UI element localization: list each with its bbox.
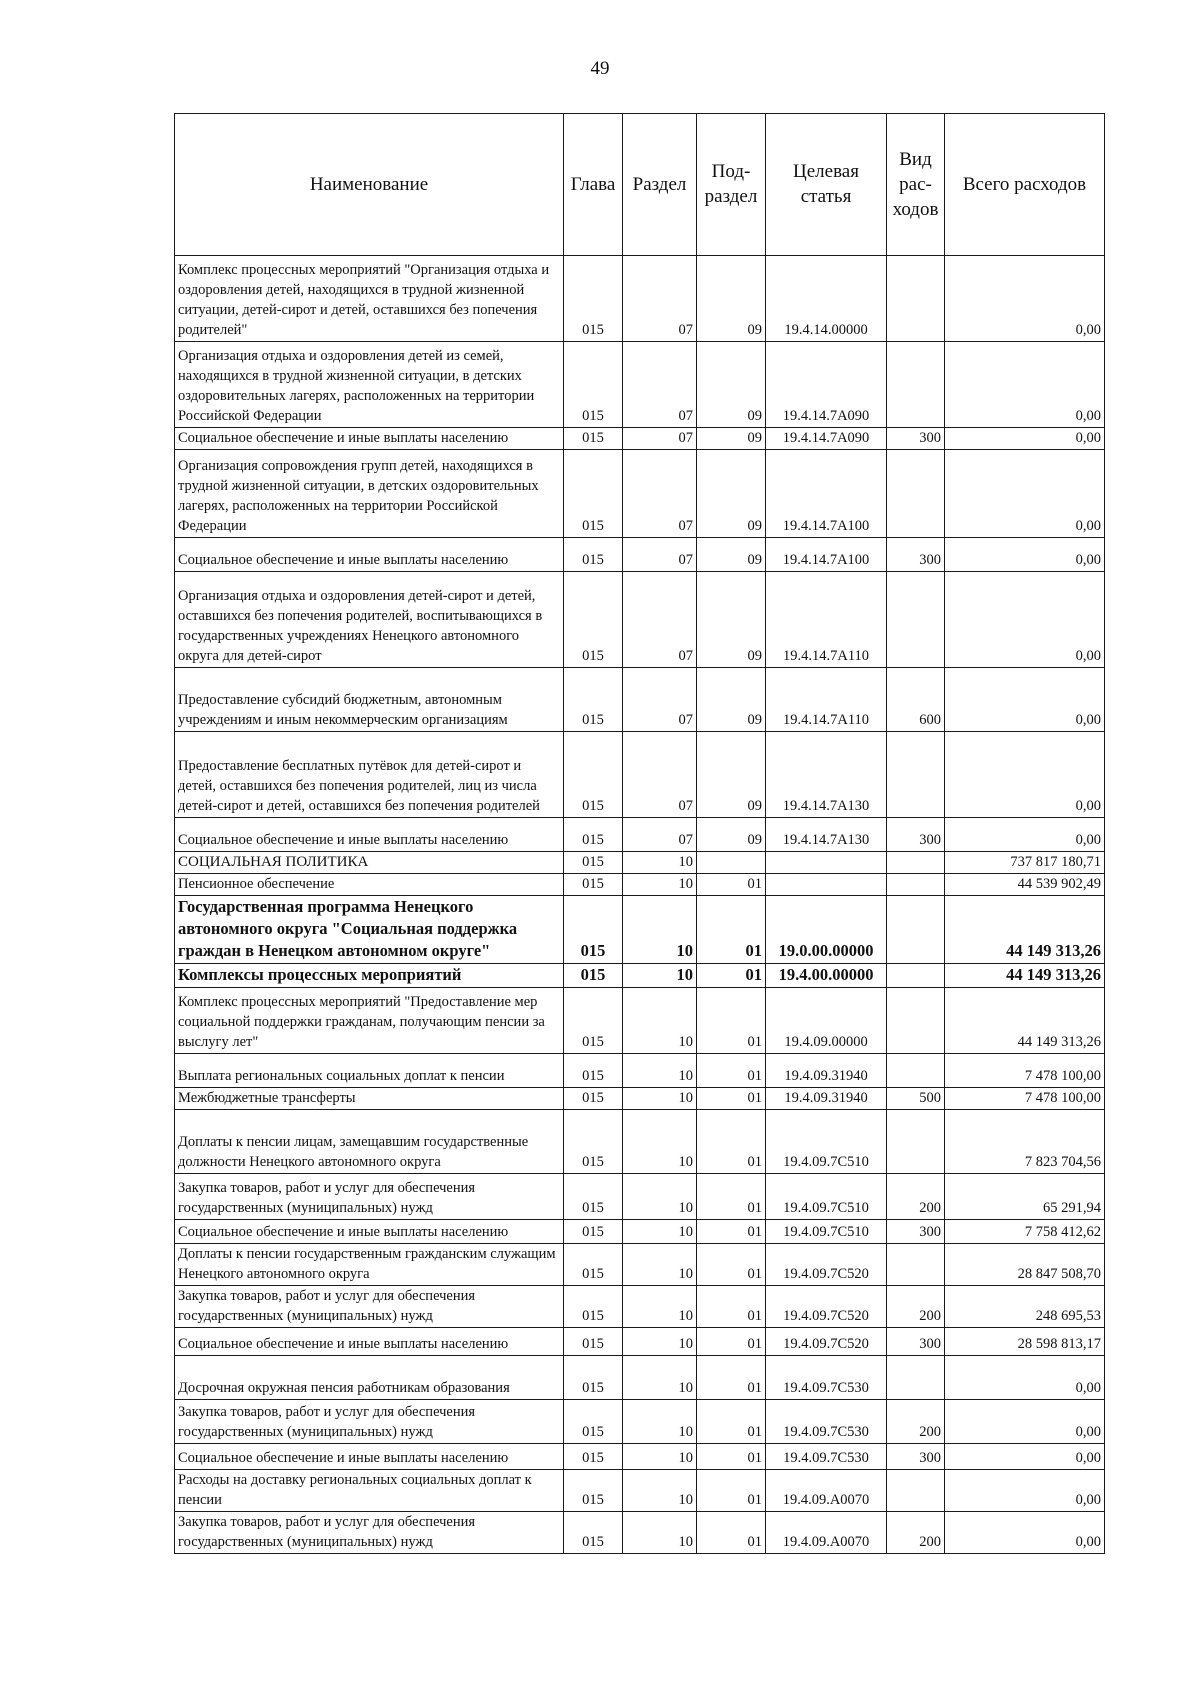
row-section: 10: [623, 1328, 697, 1356]
row-subsection: 09: [697, 818, 766, 852]
row-chapter: 015: [564, 1244, 623, 1286]
row-expense-type: [887, 256, 945, 342]
table-row: [175, 1088, 1105, 1110]
table-row: [175, 1470, 1105, 1512]
row-section: 10: [623, 1444, 697, 1470]
row-subsection: 09: [697, 668, 766, 732]
row-name: Социальное обеспечение и иные выплаты населению: [175, 428, 564, 450]
row-chapter: 015: [564, 988, 623, 1054]
row-name: Социальное обеспечение и иные выплаты населению: [175, 1444, 564, 1470]
row-name: Социальное обеспечение и иные выплаты населению: [175, 538, 564, 572]
row-chapter: 015: [564, 572, 623, 668]
row-name: СОЦИАЛЬНАЯ ПОЛИТИКА: [175, 852, 564, 874]
row-total: 248 695,53: [945, 1286, 1105, 1328]
row-section: 07: [623, 342, 697, 428]
row-target: 19.4.00.00000: [766, 964, 887, 988]
row-name: Комплекс процессных мероприятий "Предоставление мер социальной поддержки гражданам, получающим пенсии за выслугу лет": [175, 988, 564, 1054]
row-target: 19.4.09.7С510: [766, 1110, 887, 1174]
row-subsection: 01: [697, 896, 766, 964]
row-subsection: 09: [697, 428, 766, 450]
table-row: [175, 450, 1105, 538]
row-section: 10: [623, 1174, 697, 1220]
row-section: 10: [623, 1470, 697, 1512]
table-row: [175, 732, 1105, 818]
row-chapter: 015: [564, 668, 623, 732]
row-subsection: 09: [697, 450, 766, 538]
row-target: 19.4.09.7С510: [766, 1220, 887, 1244]
table-row: [175, 428, 1105, 450]
row-total: 28 598 813,17: [945, 1328, 1105, 1356]
row-section: 07: [623, 818, 697, 852]
row-target: 19.4.09.31940: [766, 1088, 887, 1110]
table-row: [175, 668, 1105, 732]
row-section: 10: [623, 1512, 697, 1554]
row-target: 19.4.09.7С530: [766, 1400, 887, 1444]
row-subsection: 01: [697, 1174, 766, 1220]
row-name: Закупка товаров, работ и услуг для обеспечения государственных (муниципальных) нужд: [175, 1286, 564, 1328]
row-expense-type: [887, 896, 945, 964]
column-header-name: Наименование: [175, 114, 564, 256]
row-expense-type: [887, 874, 945, 896]
row-section: 10: [623, 1110, 697, 1174]
table-row: [175, 988, 1105, 1054]
table-row: [175, 1400, 1105, 1444]
row-total: 0,00: [945, 450, 1105, 538]
row-name: Межбюджетные трансферты: [175, 1088, 564, 1110]
row-subsection: 01: [697, 1470, 766, 1512]
row-total: 737 817 180,71: [945, 852, 1105, 874]
row-chapter: 015: [564, 1512, 623, 1554]
row-chapter: 015: [564, 1088, 623, 1110]
column-header-subsection: Под- раздел: [697, 114, 766, 256]
table-row: [175, 1356, 1105, 1400]
row-target: 19.4.09.А0070: [766, 1470, 887, 1512]
table-row: [175, 256, 1105, 342]
row-expense-type: [887, 342, 945, 428]
row-target: 19.4.09.00000: [766, 988, 887, 1054]
row-target: 19.4.09.7С530: [766, 1444, 887, 1470]
row-target: 19.4.14.7А130: [766, 818, 887, 852]
row-chapter: 015: [564, 450, 623, 538]
table-header-row: [175, 114, 1105, 256]
table-row: [175, 1110, 1105, 1174]
row-subsection: 01: [697, 874, 766, 896]
row-expense-type: 300: [887, 428, 945, 450]
row-expense-type: 300: [887, 818, 945, 852]
row-expense-type: [887, 988, 945, 1054]
row-target: 19.4.09.7С510: [766, 1174, 887, 1220]
row-total: 0,00: [945, 818, 1105, 852]
row-subsection: 01: [697, 1220, 766, 1244]
row-section: 07: [623, 450, 697, 538]
table-row: [175, 1174, 1105, 1220]
row-section: 07: [623, 668, 697, 732]
row-chapter: 015: [564, 896, 623, 964]
table-row: [175, 852, 1105, 874]
row-section: 10: [623, 964, 697, 988]
row-target: 19.4.14.7А110: [766, 572, 887, 668]
row-section: 10: [623, 1220, 697, 1244]
row-expense-type: [887, 1244, 945, 1286]
row-chapter: 015: [564, 1220, 623, 1244]
row-section: 10: [623, 1054, 697, 1088]
row-expense-type: [887, 852, 945, 874]
row-section: 10: [623, 1244, 697, 1286]
table-row: [175, 1328, 1105, 1356]
row-section: 07: [623, 538, 697, 572]
row-target: 19.4.09.7С530: [766, 1356, 887, 1400]
row-name: Комплекс процессных мероприятий "Организация отдыха и оздоровления детей, находящихся в трудной жизненной ситуации, детей-сирот и детей, оставшихся без попечения родителей": [175, 256, 564, 342]
row-chapter: 015: [564, 818, 623, 852]
row-chapter: 015: [564, 1356, 623, 1400]
row-section: 07: [623, 572, 697, 668]
row-total: 65 291,94: [945, 1174, 1105, 1220]
row-expense-type: [887, 572, 945, 668]
row-subsection: 09: [697, 342, 766, 428]
row-subsection: 01: [697, 964, 766, 988]
row-expense-type: [887, 1356, 945, 1400]
row-subsection: 09: [697, 256, 766, 342]
row-name: Организация сопровождения групп детей, находящихся в трудной жизненной ситуации, в детских оздоровительных лагерях, расположенных на территории Российской Федерации: [175, 450, 564, 538]
row-subsection: 01: [697, 1444, 766, 1470]
row-expense-type: 600: [887, 668, 945, 732]
row-name: Предоставление субсидий бюджетным, автономным учреждениям и иным некоммерческим организациям: [175, 668, 564, 732]
table-row: [175, 1244, 1105, 1286]
row-chapter: 015: [564, 852, 623, 874]
row-total: 44 149 313,26: [945, 988, 1105, 1054]
row-subsection: 01: [697, 1356, 766, 1400]
row-total: 44 539 902,49: [945, 874, 1105, 896]
table-row: [175, 818, 1105, 852]
row-expense-type: [887, 964, 945, 988]
row-chapter: 015: [564, 538, 623, 572]
row-chapter: 015: [564, 1174, 623, 1220]
row-expense-type: [887, 1110, 945, 1174]
row-total: 0,00: [945, 342, 1105, 428]
row-subsection: 09: [697, 732, 766, 818]
row-name: Комплексы процессных мероприятий: [175, 964, 564, 988]
row-chapter: 015: [564, 1054, 623, 1088]
row-name: Закупка товаров, работ и услуг для обеспечения государственных (муниципальных) нужд: [175, 1512, 564, 1554]
row-name: Социальное обеспечение и иные выплаты населению: [175, 1328, 564, 1356]
row-name: Доплаты к пенсии государственным гражданским служащим Ненецкого автономного округа: [175, 1244, 564, 1286]
row-expense-type: 200: [887, 1286, 945, 1328]
row-total: 0,00: [945, 732, 1105, 818]
budget-table: [174, 113, 1105, 1554]
row-target: 19.4.09.7С520: [766, 1244, 887, 1286]
row-total: 0,00: [945, 1512, 1105, 1554]
row-subsection: 09: [697, 572, 766, 668]
table-row: [175, 538, 1105, 572]
row-subsection: 01: [697, 1286, 766, 1328]
row-expense-type: 200: [887, 1174, 945, 1220]
row-name: Расходы на доставку региональных социальных доплат к пенсии: [175, 1470, 564, 1512]
row-subsection: 01: [697, 1512, 766, 1554]
row-name: Социальное обеспечение и иные выплаты населению: [175, 818, 564, 852]
row-name: Закупка товаров, работ и услуг для обеспечения государственных (муниципальных) нужд: [175, 1400, 564, 1444]
row-target: [766, 874, 887, 896]
row-expense-type: 500: [887, 1088, 945, 1110]
row-total: 7 478 100,00: [945, 1054, 1105, 1088]
row-expense-type: 300: [887, 1328, 945, 1356]
column-header-expense-type: Вид рас- ходов: [887, 114, 945, 256]
table-row: [175, 1286, 1105, 1328]
row-subsection: 01: [697, 1328, 766, 1356]
row-target: 19.4.14.7А090: [766, 428, 887, 450]
row-subsection: 01: [697, 1244, 766, 1286]
table-row: [175, 1512, 1105, 1554]
row-total: 0,00: [945, 538, 1105, 572]
row-chapter: 015: [564, 1110, 623, 1174]
row-expense-type: 200: [887, 1512, 945, 1554]
row-total: 7 758 412,62: [945, 1220, 1105, 1244]
row-total: 0,00: [945, 1470, 1105, 1512]
row-chapter: 015: [564, 1470, 623, 1512]
row-chapter: 015: [564, 1400, 623, 1444]
row-target: 19.0.00.00000: [766, 896, 887, 964]
row-total: 44 149 313,26: [945, 896, 1105, 964]
row-total: 0,00: [945, 256, 1105, 342]
row-section: 10: [623, 1088, 697, 1110]
row-expense-type: 300: [887, 1220, 945, 1244]
row-subsection: 01: [697, 1400, 766, 1444]
row-section: 10: [623, 874, 697, 896]
row-subsection: 01: [697, 1054, 766, 1088]
row-section: 10: [623, 1400, 697, 1444]
column-header-target: Целевая статья: [766, 114, 887, 256]
row-section: 10: [623, 1356, 697, 1400]
row-name: Предоставление бесплатных путёвок для детей-сирот и детей, оставшихся без попечения родителей, лиц из числа детей-сирот и детей, оставшихся без попечения родителей: [175, 732, 564, 818]
row-chapter: 015: [564, 256, 623, 342]
row-expense-type: [887, 450, 945, 538]
row-chapter: 015: [564, 1328, 623, 1356]
row-total: 0,00: [945, 428, 1105, 450]
row-name: Государственная программа Ненецкого автономного округа "Социальная поддержка граждан в Ненецком автономном округе": [175, 896, 564, 964]
row-total: 0,00: [945, 1444, 1105, 1470]
row-name: Организация отдыха и оздоровления детей-сирот и детей, оставшихся без попечения родителей, воспитывающихся в государственных учреждениях Ненецкого автономного округа для детей-сирот: [175, 572, 564, 668]
row-section: 07: [623, 732, 697, 818]
row-target: 19.4.14.7А100: [766, 538, 887, 572]
row-total: 44 149 313,26: [945, 964, 1105, 988]
column-header-chapter: Глава: [564, 114, 623, 256]
row-subsection: 01: [697, 1088, 766, 1110]
table-row: [175, 896, 1105, 964]
row-name: Организация отдыха и оздоровления детей из семей, находящихся в трудной жизненной ситуации, в детских оздоровительных лагерях, расположенных на территории Российской Федерации: [175, 342, 564, 428]
table-row: [175, 342, 1105, 428]
table-row: [175, 874, 1105, 896]
row-expense-type: 300: [887, 1444, 945, 1470]
page-number: 49: [590, 58, 610, 79]
row-total: 0,00: [945, 1400, 1105, 1444]
row-target: 19.4.09.А0070: [766, 1512, 887, 1554]
row-name: Выплата региональных социальных доплат к пенсии: [175, 1054, 564, 1088]
row-expense-type: 200: [887, 1400, 945, 1444]
row-chapter: 015: [564, 964, 623, 988]
row-subsection: 01: [697, 1110, 766, 1174]
row-chapter: 015: [564, 874, 623, 896]
row-target: 19.4.14.7А110: [766, 668, 887, 732]
row-section: 10: [623, 988, 697, 1054]
row-chapter: 015: [564, 732, 623, 818]
row-target: 19.4.14.7А100: [766, 450, 887, 538]
row-total: 7 823 704,56: [945, 1110, 1105, 1174]
row-chapter: 015: [564, 1286, 623, 1328]
row-section: 10: [623, 1286, 697, 1328]
row-target: [766, 852, 887, 874]
row-chapter: 015: [564, 1444, 623, 1470]
column-header-total: Всего расходов: [945, 114, 1105, 256]
row-section: 10: [623, 852, 697, 874]
row-subsection: [697, 852, 766, 874]
row-subsection: 01: [697, 988, 766, 1054]
row-expense-type: [887, 1054, 945, 1088]
row-name: Досрочная окружная пенсия работникам образования: [175, 1356, 564, 1400]
row-name: Закупка товаров, работ и услуг для обеспечения государственных (муниципальных) нужд: [175, 1174, 564, 1220]
table-row: [175, 1054, 1105, 1088]
row-target: 19.4.14.7А130: [766, 732, 887, 818]
row-expense-type: [887, 1470, 945, 1512]
row-expense-type: [887, 732, 945, 818]
row-name: Пенсионное обеспечение: [175, 874, 564, 896]
row-section: 07: [623, 256, 697, 342]
row-total: 0,00: [945, 668, 1105, 732]
table-row: [175, 1220, 1105, 1244]
column-header-section: Раздел: [623, 114, 697, 256]
table-row: [175, 1444, 1105, 1470]
row-chapter: 015: [564, 342, 623, 428]
row-name: Социальное обеспечение и иные выплаты населению: [175, 1220, 564, 1244]
row-chapter: 015: [564, 428, 623, 450]
row-total: 7 478 100,00: [945, 1088, 1105, 1110]
row-target: 19.4.14.7А090: [766, 342, 887, 428]
row-target: 19.4.09.7С520: [766, 1328, 887, 1356]
row-target: 19.4.09.7С520: [766, 1286, 887, 1328]
table-row: [175, 572, 1105, 668]
row-target: 19.4.14.00000: [766, 256, 887, 342]
row-section: 10: [623, 896, 697, 964]
row-section: 07: [623, 428, 697, 450]
row-total: 0,00: [945, 572, 1105, 668]
table-row: [175, 964, 1105, 988]
row-expense-type: 300: [887, 538, 945, 572]
row-total: 0,00: [945, 1356, 1105, 1400]
row-subsection: 09: [697, 538, 766, 572]
row-total: 28 847 508,70: [945, 1244, 1105, 1286]
row-target: 19.4.09.31940: [766, 1054, 887, 1088]
row-name: Доплаты к пенсии лицам, замещавшим государственные должности Ненецкого автономного округа: [175, 1110, 564, 1174]
